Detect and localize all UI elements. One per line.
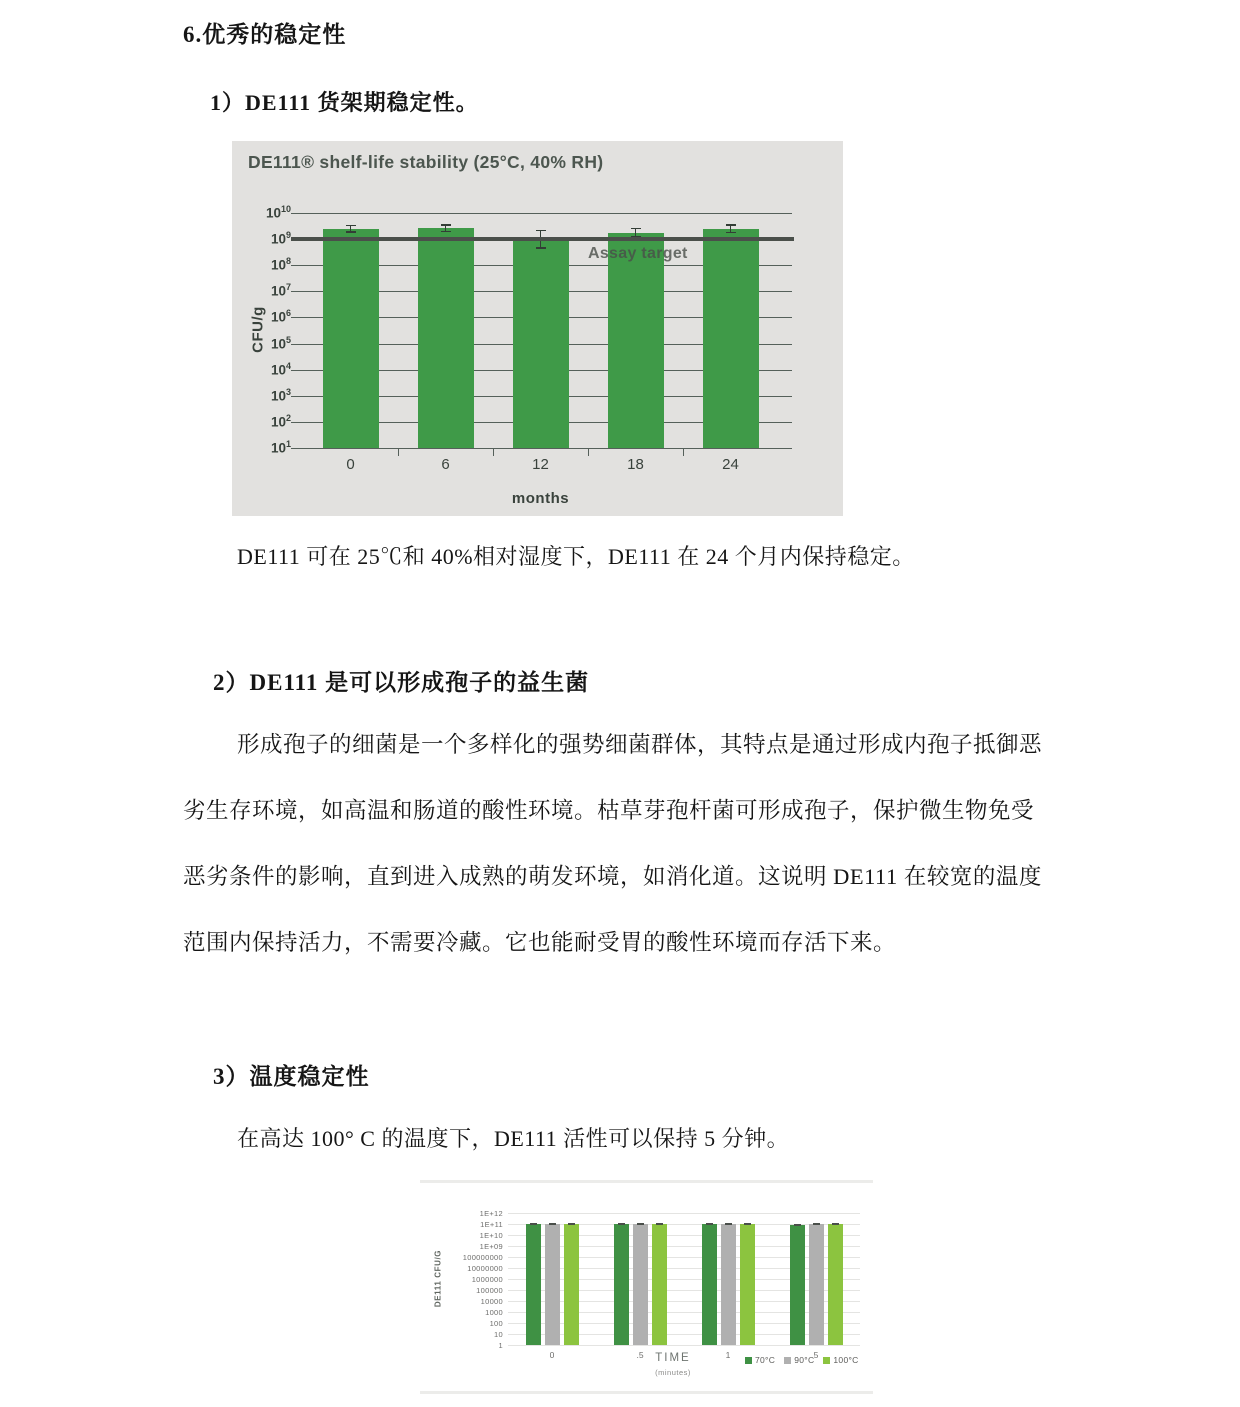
paragraph-line: 劣生存环境，如高温和肠道的酸性环境。枯草芽孢杆菌可形成孢子，保护微生物免受: [183, 798, 1035, 823]
legend-item: [823, 1355, 858, 1365]
bar: [809, 1224, 824, 1345]
temperature-caption: 在高达 100° C 的温度下，DE111 活性可以保持 5 分钟。: [237, 1126, 790, 1151]
error-bar-cap: [725, 1223, 732, 1225]
error-bar-cap: [346, 231, 356, 233]
paragraph-line: 形成孢子的细菌是一个多样化的强势细菌群体，其特点是通过形成内孢子抵御恶: [237, 732, 1043, 757]
legend-swatch: [745, 1357, 752, 1364]
y-tick-label: 1000: [485, 1307, 503, 1317]
bar: [564, 1224, 579, 1345]
gridline: [291, 213, 792, 214]
bar: [703, 229, 759, 448]
error-bar-cap: [656, 1223, 663, 1225]
error-bar-cap: [726, 224, 736, 226]
gridline: [508, 1235, 860, 1236]
error-bar-cap: [549, 1223, 556, 1225]
gridline: [508, 1345, 860, 1346]
x-tick-label: 1: [725, 1350, 731, 1360]
bar: [513, 239, 569, 448]
assay-target-label: Assay target: [588, 245, 688, 263]
legend-label: 90°C: [794, 1355, 815, 1365]
bar: [545, 1224, 560, 1345]
x-tick-label: 24: [722, 456, 739, 473]
error-bar-cap: [706, 1223, 713, 1225]
bar: [790, 1225, 805, 1345]
image-edge: [420, 1391, 873, 1394]
y-tick-label: 10000000: [467, 1263, 503, 1273]
error-bar-cap: [794, 1224, 801, 1226]
bar: [614, 1224, 629, 1345]
bar: [526, 1224, 541, 1345]
error-bar-cap: [832, 1223, 839, 1225]
error-bar-cap: [618, 1223, 625, 1225]
legend-item: [745, 1355, 775, 1365]
bar: [418, 228, 474, 448]
y-tick-label: 1E+12: [479, 1208, 503, 1218]
assay-target-line: [291, 237, 794, 241]
y-axis-label: DE111 CFU/G: [433, 1249, 443, 1308]
gridline: [508, 1290, 860, 1291]
y-tick-label: $10^8$: [270, 256, 291, 273]
y-tick-label: 10: [494, 1329, 503, 1339]
x-axis-tick: [588, 448, 589, 456]
temperature-stability-chart: [420, 1180, 873, 1398]
x-tick-label: 18: [627, 456, 644, 473]
error-bar-cap: [568, 1223, 575, 1225]
subsection-2-heading: 2）DE111 是可以形成孢子的益生菌: [213, 670, 590, 695]
y-tick-label: $10^6$: [270, 308, 291, 325]
y-tick-label: 100000: [476, 1285, 503, 1295]
x-axis-label: TIME: [655, 1352, 691, 1364]
x-axis-tick: [398, 448, 399, 456]
y-tick-label: $10^{10}$: [265, 204, 291, 221]
gridline: [508, 1334, 860, 1335]
subsection-3-heading: 3）温度稳定性: [213, 1064, 370, 1089]
bar: [608, 233, 664, 448]
gridline: [508, 1312, 860, 1313]
y-tick-label: 10000: [480, 1296, 503, 1306]
y-tick-label: 1000000: [471, 1274, 503, 1284]
gridline: [508, 1224, 860, 1225]
chart-title: DE111® shelf-life stability (25°C, 40% RH): [248, 152, 604, 172]
gridline: [291, 448, 792, 449]
y-tick-label: $10^4$: [270, 360, 291, 378]
error-bar-cap: [441, 224, 451, 226]
y-tick-label: $10^5$: [270, 334, 291, 352]
subsection-1-heading: 1）DE111 货架期稳定性。: [210, 90, 479, 115]
x-axis-tick: [683, 448, 684, 456]
bar: [702, 1224, 717, 1345]
error-bar-cap: [346, 225, 356, 227]
bar: [633, 1224, 648, 1345]
spore-paragraph: [183, 712, 1133, 976]
gridline: [508, 1246, 860, 1247]
y-tick-label: $10^7$: [270, 282, 291, 299]
error-bar-cap: [726, 232, 736, 234]
gridline: [508, 1213, 860, 1214]
x-tick-label: 6: [441, 456, 450, 473]
x-axis-sublabel: (minutes): [655, 1368, 691, 1377]
error-bar-cap: [536, 230, 546, 232]
y-tick-label: $10^1$: [270, 439, 291, 456]
gridline: [508, 1257, 860, 1258]
y-tick-label: 100000000: [462, 1252, 503, 1262]
error-bar-cap: [536, 247, 546, 249]
legend-swatch: [823, 1357, 830, 1364]
legend: [745, 1355, 859, 1365]
y-axis-label: CFU/g: [249, 305, 267, 353]
x-tick-label: .5: [636, 1350, 644, 1360]
y-tick-label: 1E+10: [479, 1230, 503, 1240]
x-tick-label: 5: [813, 1350, 819, 1360]
y-tick-label: 100: [489, 1318, 503, 1328]
y-tick-label: $10^2$: [270, 412, 291, 430]
x-tick-label: 0: [346, 456, 355, 473]
y-tick-label: $10^9$: [270, 230, 291, 247]
paragraph-line: 恶劣条件的影响，直到进入成熟的萌发环境，如消化道。这说明 DE111 在较宽的温度: [183, 864, 1042, 889]
x-tick-label: 12: [532, 456, 549, 473]
section-heading: 6.优秀的稳定性: [183, 22, 347, 47]
legend-label: 100°C: [833, 1355, 859, 1365]
bar: [652, 1224, 667, 1345]
error-bar-cap: [441, 231, 451, 233]
bar: [323, 229, 379, 448]
error-bar-cap: [637, 1223, 644, 1225]
legend-label: 70°C: [755, 1355, 776, 1365]
gridline: [508, 1268, 860, 1269]
y-tick-label: 1E+11: [480, 1219, 503, 1229]
bar: [740, 1224, 755, 1345]
error-bar-cap: [744, 1223, 751, 1225]
shelf-life-stability-chart: [232, 141, 843, 516]
x-axis-label: months: [511, 490, 570, 507]
x-tick-label: 0: [549, 1350, 555, 1360]
y-tick-label: 1: [498, 1340, 503, 1350]
legend-swatch: [784, 1357, 791, 1364]
gridline: [508, 1301, 860, 1302]
y-tick-label: 1E+09: [479, 1241, 503, 1251]
bar: [828, 1224, 843, 1345]
x-axis-tick: [493, 448, 494, 456]
error-bar-cap: [530, 1223, 537, 1225]
paragraph-line: 范围内保持活力，不需要冷藏。它也能耐受胃的酸性环境而存活下来。: [183, 930, 897, 955]
legend-item: [784, 1355, 814, 1365]
bar: [721, 1224, 736, 1345]
chart1-caption: DE111 可在 25℃和 40%相对湿度下，DE111 在 24 个月内保持稳定。: [237, 544, 915, 569]
error-bar-cap: [631, 228, 641, 230]
y-tick-label: $10^3$: [270, 386, 291, 404]
gridline: [508, 1323, 860, 1324]
error-bar-cap: [813, 1223, 820, 1225]
image-edge: [420, 1180, 873, 1183]
gridline: [508, 1279, 860, 1280]
